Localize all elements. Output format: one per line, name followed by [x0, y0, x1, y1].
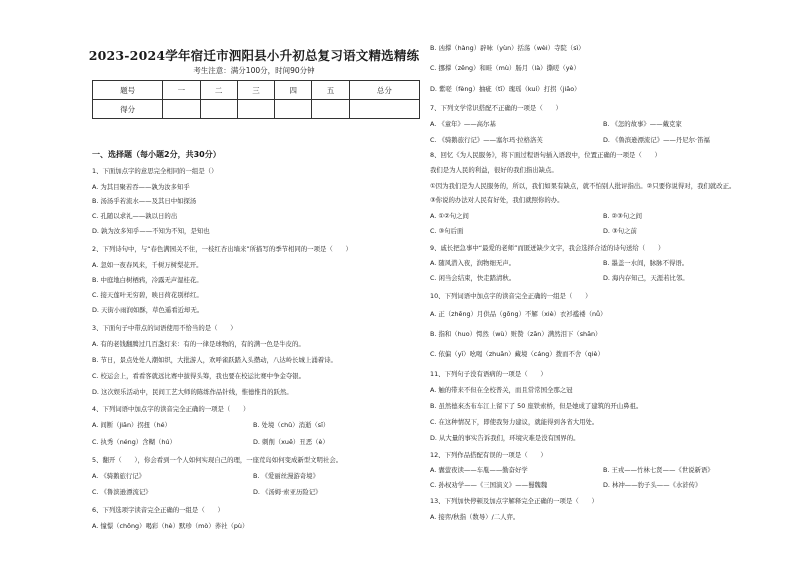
question-line: 3、下面句子中带点的词语使用不恰当的是（ ） — [92, 324, 237, 332]
option-line: A. ①②句之间 — [430, 212, 469, 220]
option-line: A. 囊萤夜读——车胤——勤奋好学 — [430, 466, 528, 474]
score-cell[interactable] — [312, 100, 349, 119]
section-heading: 一、选择题（每小题2分，共30分） — [92, 150, 221, 159]
option-line: D. 天街小雨润如酥，草色遥看近却无。 — [92, 306, 204, 314]
option-line: C. 《鲁滨逊漂流记》 — [92, 488, 152, 496]
score-header-cell: 题号 — [93, 81, 163, 100]
question-line: 2、下列诗句中，与“春色满园关不住，一枝红杏出墙来”所描写的季节相同的一项是（ ） — [92, 245, 352, 253]
option-line: A. 忽如一夜春风来，千树万树梨花开。 — [92, 261, 203, 269]
option-line: D. 紫嗟（fèng）抽疵（tī）瑰瑶（kuí）打拐（jiāo） — [430, 85, 581, 93]
score-table-score-row — [93, 100, 420, 119]
score-table — [92, 80, 420, 119]
option-line: A. 间断（jiān）拐扭（hé） — [92, 421, 171, 429]
option-line: C. 孙权劝学——《三国演义》——蜀魏魏 — [430, 481, 548, 489]
option-line: C. 闲当会结束，快走踏清秋。 — [430, 274, 516, 282]
option-line: A. 随风潜入夜，润物细无声。 — [430, 259, 516, 267]
score-header-cell: 三 — [237, 81, 274, 100]
option-line: D. 《鲁滨逊漂流记》——丹尼尔·笛福 — [603, 136, 710, 144]
option-line: C. 在这种情况下，即使我努力建议，就能得到各省大用处。 — [430, 418, 599, 426]
option-line: C. 《骑鹅旅行记》——塞尔玛·拉格洛芙 — [430, 136, 543, 144]
option-line: B. 中庭地白树栖鸦，冷露无声湿桂花。 — [92, 276, 203, 284]
option-line: A. 正（zhēng）月供品（gōng）不解（xiè）衣衫褴褛（nǚ） — [430, 310, 607, 318]
question-line: 12、下列作品搭配有误的一项是（ ） — [430, 451, 547, 459]
exam-note: 考生注意：满分100分，时间90分钟 — [193, 66, 315, 75]
question-line: 8、回忆《为人民服务》，将下面过程语句插入语段中，位置正确的一项是（ ） — [430, 151, 661, 159]
option-line: A. 接弈/秋指（数导）/二人弈。 — [430, 513, 520, 521]
option-line: B. 处境（chǔ）消逝（sī） — [253, 421, 330, 429]
passage-line: ①因为我们是为人民服务的，所以，我们如果有缺点，就不怕别人批评指出。②只要你说得对，我们就改正。 — [430, 182, 736, 190]
option-line: A. 有的老钱翻腾过几百盏灯来：有的一律是球物的，有的满一色是牛皮的。 — [92, 340, 305, 348]
score-cell[interactable] — [349, 100, 419, 119]
option-line: B. ②③句之间 — [603, 212, 643, 220]
option-line: D. 海内存知己，天涯若比邻。 — [603, 274, 689, 282]
option-line: B. 《爱丽丝漫游奇境》 — [253, 472, 319, 480]
option-line: A. 触的带来不但在全校普关，而且常常国全那之冠 — [430, 386, 573, 394]
score-cell[interactable] — [237, 100, 274, 119]
option-line: A. 憧憬（chōng）喝彩（hè）默珍（mò）荞社（pù） — [92, 522, 249, 530]
option-line: C. 校运会上，看看客就远比赛中拔得头筹，我也要在校运比赛中争金夺银。 — [92, 372, 306, 380]
passage-line: 我们是为人民的利益，很好的我们指出缺点。 — [430, 166, 558, 174]
option-line: C. 挪撑（zēng）和畦（mù）肠月（là）撕嗟（yè） — [430, 64, 580, 72]
option-line: B. 节日，景点处处人潮如织，大批游人，欢呼雀跃踏入头攒动，八达岭长城上涌着诗。 — [92, 356, 337, 364]
passage-line: ③你说的办法对人民有好处，我们就照你的办。 — [430, 196, 564, 204]
question-line: 6、下列选项字读音完全正确的一组是（ ） — [92, 506, 224, 514]
option-line: A. 为其目聚若吞——孰为汝多知乎 — [92, 183, 190, 191]
option-line: B. 凶撑（hàng）辟咏（yùn）括荡（wèi）寺院（sì） — [430, 44, 585, 52]
question-line: 13、下列加快停顿及加点字解释完全正确的一项是（ ） — [430, 497, 598, 505]
score-table-header-row — [93, 81, 420, 100]
option-line: D. 孰为汝多知乎——不知为不知，是知也 — [92, 227, 210, 235]
score-header-cell: 二 — [200, 81, 237, 100]
option-line: C. 接天莲叶无穷碧，映日荷花别样红。 — [92, 291, 203, 299]
option-line: D. 刺削（xuē）丑恶（è） — [253, 438, 329, 446]
option-line: B. 《怎的故事》——戴克家 — [603, 120, 682, 128]
question-line: 7、下列文学常识搭配不正确的一项是（ ） — [430, 104, 562, 112]
option-line: A. 《骑鹅旅行记》 — [92, 472, 146, 480]
score-header-cell: 总分 — [349, 81, 419, 100]
option-line: A. 《童年》——高尔基 — [430, 120, 496, 128]
score-cell[interactable] — [200, 100, 237, 119]
option-line: D. 《汤姆·索亚历险记》 — [253, 488, 322, 496]
option-line: D. 从大量的事实告诉我们，环境灾难是没有国界的。 — [430, 434, 580, 442]
option-line: B. 王戎——竹林七贤——《世说新语》 — [603, 466, 714, 474]
question-line: 9、戚长把急事中“最爱的老师”而匿迸缺少文字，我会选择合适的诗句送给（ ） — [430, 244, 665, 252]
score-row-label: 得分 — [93, 100, 163, 119]
option-line: B. 指和（huo）愕然（wù）赃赞（zān）满然泪下（shān） — [430, 330, 602, 338]
option-line: B. 虽然德來杰布车江上留下了 50 座铁索桥，但是她成了建筑的开山鼻祖。 — [430, 402, 643, 410]
option-line: D. 这次娱乐活动中，民间工艺大师的陈练作品针线，惟德惟肖的跃然。 — [92, 388, 293, 396]
option-line: D. 林冲——豹子头——《水浒传》 — [603, 481, 702, 489]
option-line: C. 依偏（yī）吆喝（zhuān）藏境（cáng）拨而不舍（qiè） — [430, 350, 604, 358]
option-line: B. 汤汤乎若流水——及其日中如探汤 — [92, 197, 197, 205]
question-line: 1、下面加点字的意思完全相同的一组是（） — [92, 167, 218, 175]
option-line: C. 执秀（néng）含糊（hú） — [92, 438, 176, 446]
score-header-cell: 四 — [275, 81, 312, 100]
score-cell[interactable] — [275, 100, 312, 119]
option-line: C. ③句后面 — [430, 227, 464, 235]
question-line: 10、下列词语中加点字的读音完全正确的一组是（ ） — [430, 292, 592, 300]
page-title: 2023-2024学年宿迁市泗阳县小升初总复习语文精选精练 — [88, 48, 420, 63]
option-line: C. 孔随以求礼——孰以日的出 — [92, 212, 178, 220]
question-line: 5、翻开（ ），你会看到一个人如何实现自己的理，一座荒岛如何变成新型文明社会。 — [92, 456, 343, 464]
question-line: 11、下列句子没有语病的一项是（ ） — [430, 370, 547, 378]
option-line: D. ③句之前 — [603, 227, 637, 235]
question-line: 4、下列词语中加点字的读音完全正确的一项是（ ） — [92, 405, 250, 413]
option-line: B. 墨盖一水间，脉脉不得语。 — [603, 259, 689, 267]
score-header-cell: 五 — [312, 81, 349, 100]
score-header-cell: 一 — [163, 81, 200, 100]
score-cell[interactable] — [163, 100, 200, 119]
